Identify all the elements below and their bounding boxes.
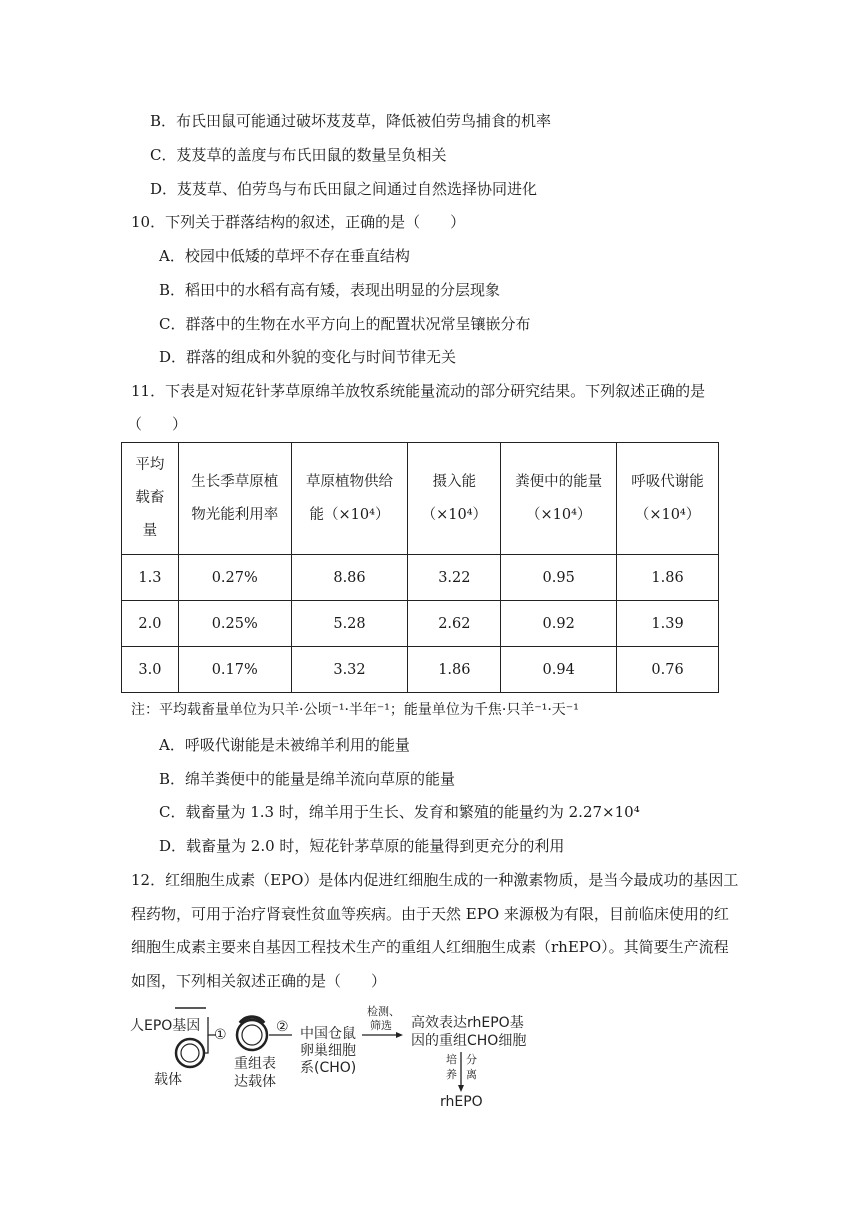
cho-label-2: 卵巢细胞 xyxy=(300,1043,356,1059)
q11-stem: 11．下表是对短花针茅草原绵羊放牧系统能量流动的部分研究结果。下列叙述正确的是 xyxy=(131,382,706,400)
table-cell: 1.39 xyxy=(617,601,719,647)
vector-label: 载体 xyxy=(154,1072,182,1088)
q10-stem: 10．下列关于群落结构的叙述，正确的是（ ） xyxy=(131,213,466,231)
q11-option-d: D．载畜量为 2.0 时，短花针茅草原的能量得到更充分的利用 xyxy=(159,837,565,855)
table-cell: 1.86 xyxy=(408,647,501,693)
header-plant-supply-energy: 草原植物供给 能（×10⁴） xyxy=(291,443,408,555)
step-2-label: ② xyxy=(276,1019,289,1035)
recombinant-vector-label-2: 达载体 xyxy=(234,1074,276,1090)
header-respiration-energy: 呼吸代谢能 （×10⁴） xyxy=(617,443,719,555)
table-cell: 1.3 xyxy=(122,555,179,601)
table-cell: 0.25% xyxy=(178,601,291,647)
q10-option-d: D．群落的组成和外貌的变化与时间节律无关 xyxy=(159,348,457,366)
table-row xyxy=(122,647,719,693)
q11-note: 注：平均载畜量单位为只羊·公顷⁻¹·半年⁻¹；能量单位为千焦·只羊⁻¹·天⁻¹ xyxy=(131,702,579,718)
cho-label-3: 系(CHO) xyxy=(300,1060,357,1076)
table-cell: 0.92 xyxy=(501,601,617,647)
q12-stem-line-3: 细胞生成素主要来自基因工程技术生产的重组人红细胞生成素（rhEPO）。其简要生产流程 xyxy=(131,938,729,956)
energy-flow-table xyxy=(121,442,719,693)
cho-label-1: 中国仓鼠 xyxy=(300,1026,356,1042)
q12-stem-line-1: 12．红细胞生成素（EPO）是体内促进红细胞生成的一种激素物质，是当今最成功的基因工 xyxy=(131,871,739,889)
q11-option-b: B．绵羊粪便中的能量是绵羊流向草原的能量 xyxy=(159,770,456,788)
q10-option-b: B．稻田中的水稻有高有矮，表现出明显的分层现象 xyxy=(159,281,501,299)
table-header-row xyxy=(122,443,719,555)
q10-option-c: C．群落中的生物在水平方向上的配置状况常呈镶嵌分布 xyxy=(159,315,531,333)
header-intake-energy: 摄入能 （×10⁴） xyxy=(408,443,501,555)
q12-stem-line-4: 如图，下列相关叙述正确的是（ ） xyxy=(131,972,387,990)
screen-label-2: 筛选 xyxy=(370,1019,392,1032)
step-1-label: ① xyxy=(214,1027,227,1043)
header-feces-energy: 粪便中的能量 （×10⁴） xyxy=(501,443,617,555)
q11-option-a: A．呼吸代谢能是未被绵羊利用的能量 xyxy=(159,736,410,754)
table-cell: 0.17% xyxy=(178,647,291,693)
table-cell: 5.28 xyxy=(291,601,408,647)
table-cell: 0.76 xyxy=(617,647,719,693)
table-cell: 0.94 xyxy=(501,647,617,693)
table-cell: 2.62 xyxy=(408,601,501,647)
q9-option-b: B．布氏田鼠可能通过破坏芨芨草，降低被伯劳鸟捕食的机率 xyxy=(150,112,552,130)
separate-label: 分离 xyxy=(466,1053,477,1081)
header-stocking-rate: 平均 载畜 量 xyxy=(122,443,179,555)
result-label-1: 高效表达rhEPO基 xyxy=(411,1015,524,1031)
vector-plasmid-icon xyxy=(176,1039,204,1067)
table-cell: 3.22 xyxy=(408,555,501,601)
q9-option-d: D．芨芨草、伯劳鸟与布氏田鼠之间通过自然选择协同进化 xyxy=(150,180,538,198)
table-cell: 8.86 xyxy=(291,555,408,601)
table-cell: 2.0 xyxy=(122,601,179,647)
screen-label-1: 检测、 xyxy=(367,1005,400,1018)
q12-stem-line-2: 程药物，可用于治疗肾衰性贫血等疾病。由于天然 EPO 来源极为有限，目前临床使用的红 xyxy=(131,905,729,923)
table-cell: 3.32 xyxy=(291,647,408,693)
recombinant-vector-label-1: 重组表 xyxy=(234,1056,276,1072)
table-row xyxy=(122,555,719,601)
q11-stem-paren: （ ） xyxy=(127,415,188,433)
table-cell: 0.27% xyxy=(178,555,291,601)
table-cell: 1.86 xyxy=(617,555,719,601)
result-label-2: 因的重组CHO细胞 xyxy=(411,1033,527,1049)
header-light-use: 生长季草原植 物光能利用率 xyxy=(178,443,291,555)
table-cell: 3.0 xyxy=(122,647,179,693)
table-cell: 0.95 xyxy=(501,555,617,601)
epo-production-flow-diagram xyxy=(128,1005,548,1115)
human-epo-gene-label: 人EPO基因 xyxy=(130,1018,201,1034)
q10-option-a: A．校园中低矮的草坪不存在垂直结构 xyxy=(159,247,410,265)
q11-option-c: C．载畜量为 1.3 时，绵羊用于生长、发育和繁殖的能量约为 2.27×10⁴ xyxy=(159,803,640,821)
rhepo-product-label: rhEPO xyxy=(440,1094,483,1110)
table-row xyxy=(122,601,719,647)
q9-option-c: C．芨芨草的盖度与布氏田鼠的数量呈负相关 xyxy=(150,146,447,164)
culture-label: 培养 xyxy=(446,1053,457,1081)
